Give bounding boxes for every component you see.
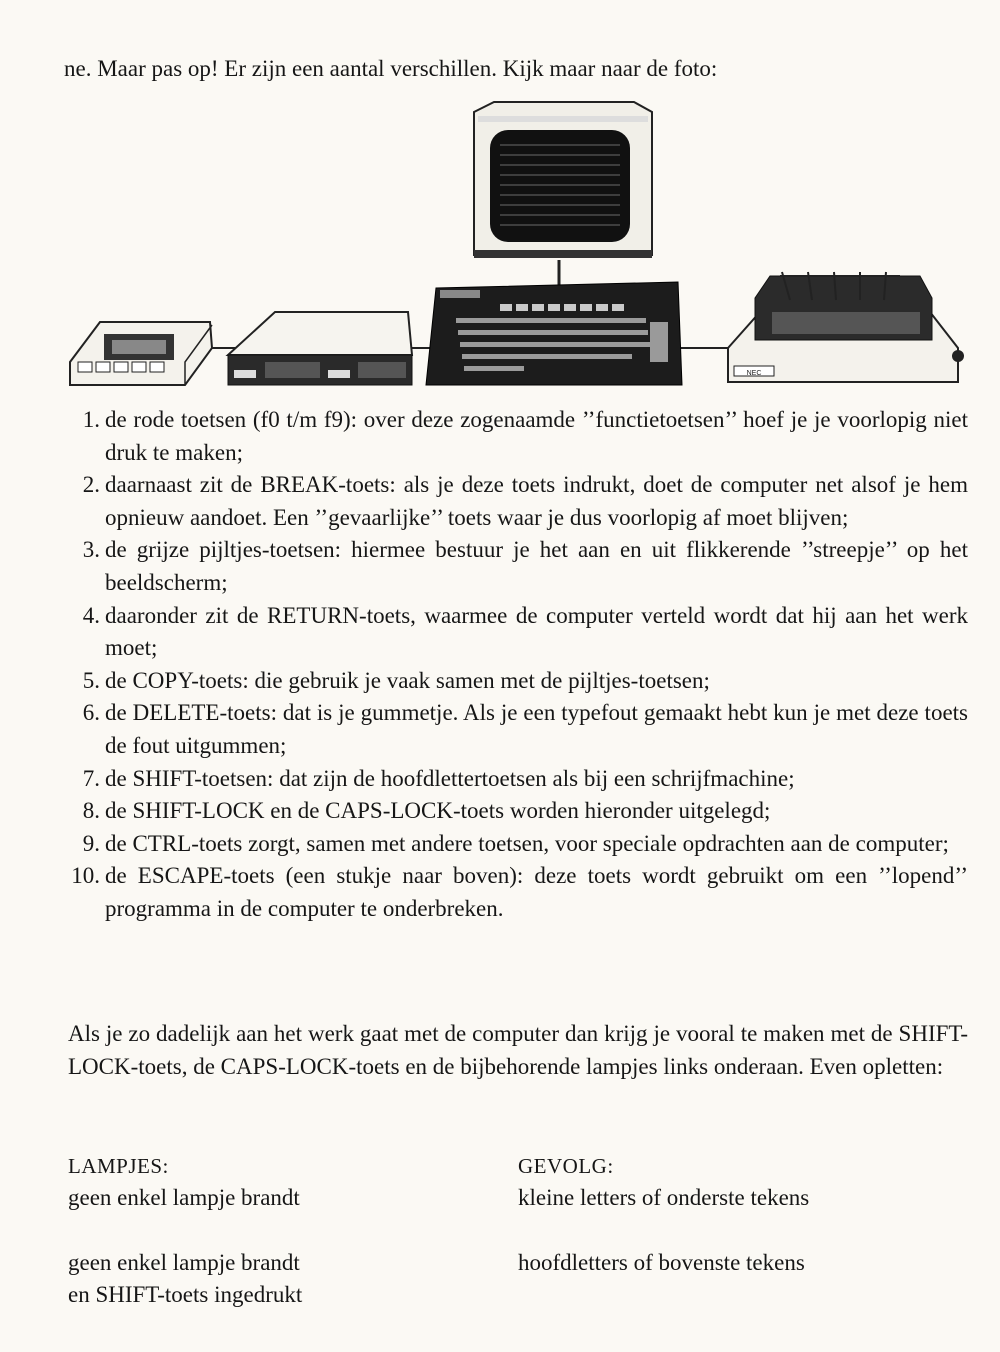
- list-item: 8. de SHIFT-LOCK en de CAPS-LOCK-toets worden hieronder uitgelegd;: [82, 798, 771, 824]
- list-item: 7. de SHIFT-toetsen: dat zijn de hoofdlettertoetsen als bij een schrijfmachine;: [82, 765, 795, 791]
- list-item: 3. de grijze pijltjes-toetsen: hiermee bestuur je het aan en uit flikkerende ’’streepje’’ op het beeldscherm;: [82, 537, 968, 595]
- lamp-column-header: LAMPJES:: [68, 1154, 169, 1178]
- computer-setup-photo: [60, 100, 965, 395]
- printer-icon: [728, 272, 964, 382]
- result-row-2: hoofdletters of bovenste tekens: [518, 1250, 805, 1275]
- result-column: [518, 1150, 948, 1279]
- computer-keyboard-icon: [426, 282, 682, 385]
- intro-text: ne. Maar pas op! Er zijn een aantal verschillen. Kijk maar naar de foto:: [64, 56, 718, 81]
- list-item: 4. daaronder zit de RETURN-toets, waarmee de computer verteld wordt dat hij aan het werk moet;: [82, 602, 968, 661]
- list-item: 9. de CTRL-toets zorgt, samen met andere toetsen, voor speciale opdrachten aan de computer;: [82, 830, 949, 856]
- list-item: 6. de DELETE-toets: dat is je gummetje. Als je een typefout gemaakt hebt kun je met deze toets de fout uitgummen;: [82, 700, 968, 758]
- lamp-column: [68, 1150, 488, 1311]
- result-column-header: GEVOLG:: [518, 1154, 614, 1178]
- list-item: 5. de COPY-toets: die gebruik je vaak samen met de pijltjes-toetsen;: [82, 667, 710, 693]
- list-item: 1. de rode toetsen (f0 t/m f9): over deze zogenaamde ’’functietoetsen’’ hoef je je voorlopig niet druk te maken;: [82, 407, 968, 465]
- printer-label: NEC: [746, 370, 762, 377]
- cassette-recorder-icon: [70, 322, 212, 385]
- lamp-row-2-line-1: geen enkel lampje brandt: [68, 1250, 300, 1275]
- lamp-row-2-line-2: en SHIFT-toets ingedrukt: [68, 1282, 303, 1307]
- result-row-1: kleine letters of onderste tekens: [518, 1185, 810, 1210]
- list-item: 10. de ESCAPE-toets (een stukje naar boven): deze toets wordt gebruikt om een ’’lopend’’ programma in de computer te onderbreken.: [71, 863, 968, 921]
- lamp-row-1: geen enkel lampje brandt: [68, 1185, 300, 1210]
- monitor-icon: [474, 102, 652, 258]
- disk-drive-icon: [228, 312, 412, 385]
- body-paragraph: Als je zo dadelijk aan het werk gaat met de computer dan krijg je vooral te maken met de SHIFT-LOCK-toets, de CAPS-LOCK-toets en de bijbehorende lampjes links onderaan. Even opletten:: [68, 1021, 968, 1079]
- list-item: 2. daarnaast zit de BREAK-toets: als je deze toets indrukt, doet de computer net alsof je hem opnieuw aandoet. Een ’’gevaarlijke’’ toets waar je dus voorlopig af moet blijven;: [82, 472, 968, 530]
- key-explanation-list: [64, 404, 968, 926]
